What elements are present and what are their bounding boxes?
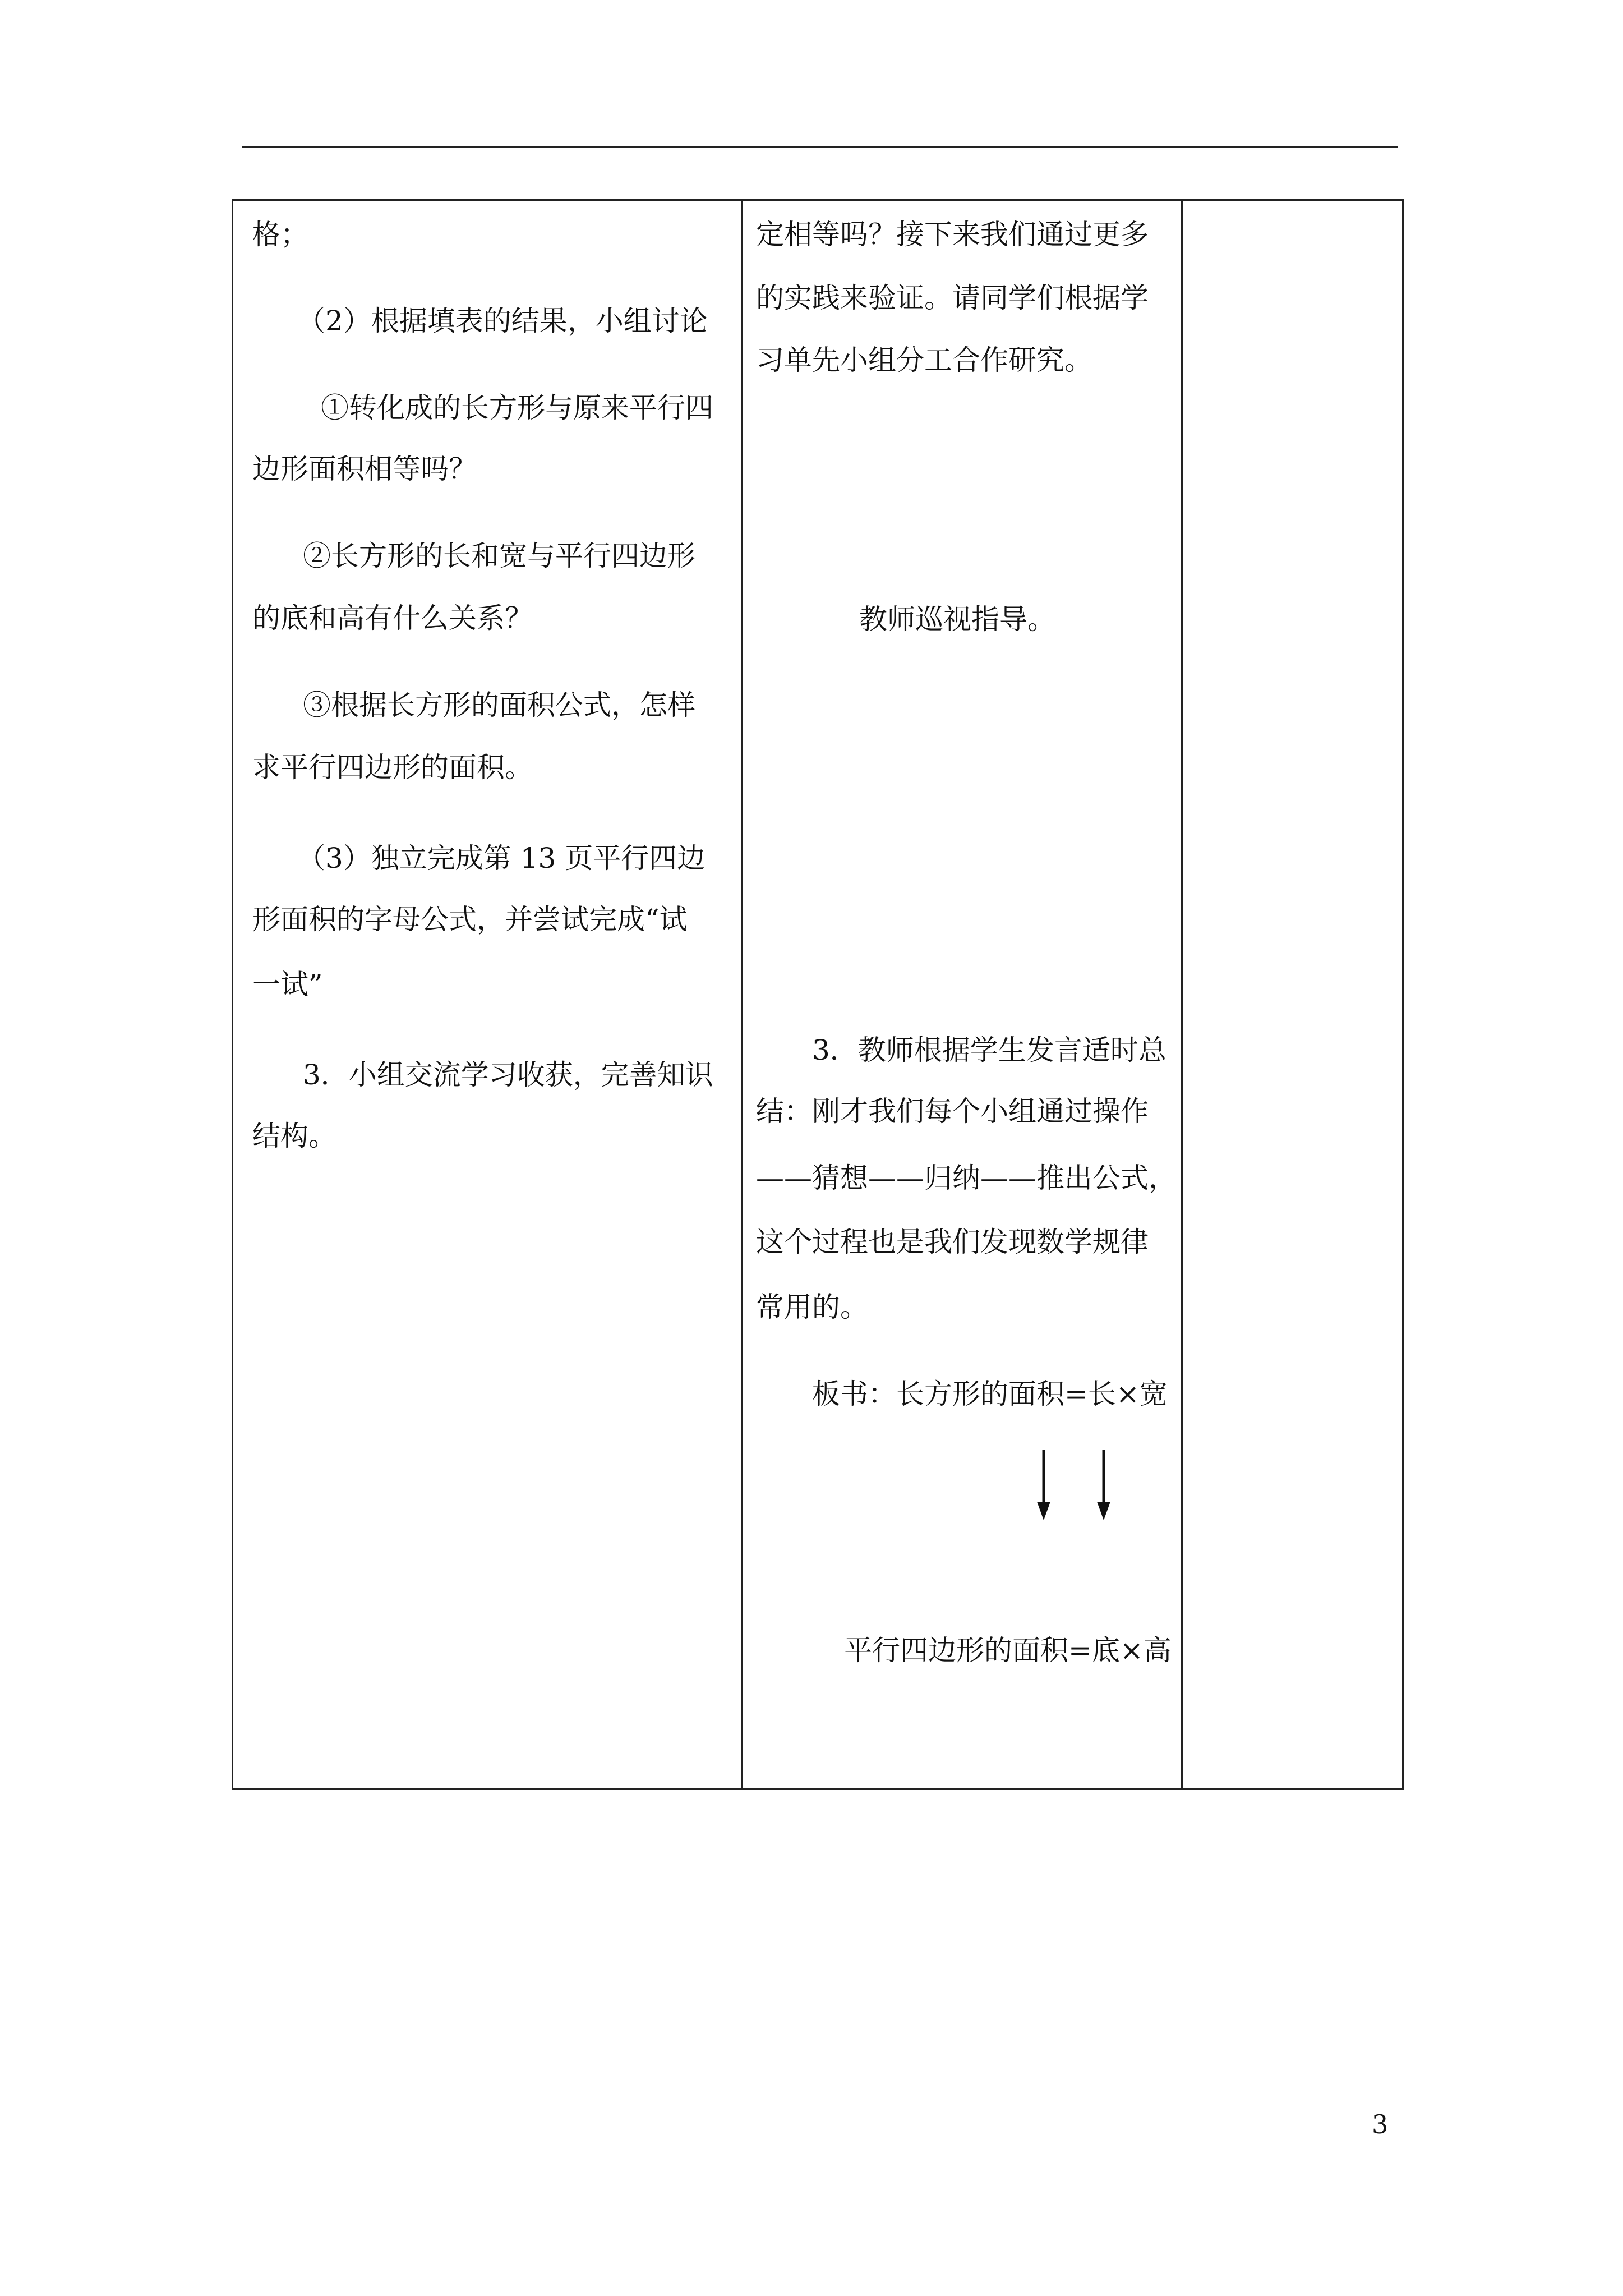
left-cell-line: 求平行四边形的面积。 [252,751,533,784]
left-cell-line: 形面积的字母公式，并尝试完成“试 [252,903,688,936]
header-rule [242,146,1398,148]
middle-cell-line: 3．教师根据学生发言适时总 [812,1034,1166,1066]
left-cell-line: ①转化成的长方形与原来平行四 [321,392,713,424]
left-cell-line: 边形面积相等吗？ [252,453,477,485]
middle-cell-line: ——猜想——归纳——推出公式， [756,1162,1177,1194]
left-cell-line: ③根据长方形的面积公式，怎样 [303,689,695,721]
left-cell-line: 3．小组交流学习收获，完善知识 [303,1059,713,1091]
column-divider [1181,201,1183,1788]
middle-cell-line: 的实践来验证。请同学们根据学 [756,282,1149,314]
left-cell-line: ②长方形的长和宽与平行四边形 [303,540,695,572]
middle-cell-line: 这个过程也是我们发现数学规律 [756,1226,1149,1258]
board-line-rectangle: 板书：长方形的面积=长×宽 [812,1378,1168,1410]
left-cell-line: （2）根据填表的结果，小组讨论 [297,305,708,337]
left-cell-line: 的底和高有什么关系？ [252,602,533,634]
left-cell-line: 结构。 [252,1120,336,1152]
page-number: 3 [1372,2109,1389,2139]
middle-cell-line: 定相等吗？接下来我们通过更多 [756,218,1149,251]
arrow-down-icon [1092,1450,1115,1520]
left-cell-line: 一试” [252,968,323,1001]
left-cell-line: （3）独立完成第 13 页平行四边 [297,842,706,875]
arrow-down-icon [1032,1450,1055,1520]
left-cell-line: 格； [252,218,308,251]
middle-cell-line: 教师巡视指导。 [859,603,1055,636]
middle-cell-line: 常用的。 [756,1291,868,1323]
column-divider [741,201,743,1788]
middle-cell-line: 结：刚才我们每个小组通过操作 [756,1095,1149,1128]
board-line-parallelogram: 平行四边形的面积=底×高 [844,1634,1172,1667]
middle-cell-line: 习单先小组分工合作研究。 [756,344,1092,376]
